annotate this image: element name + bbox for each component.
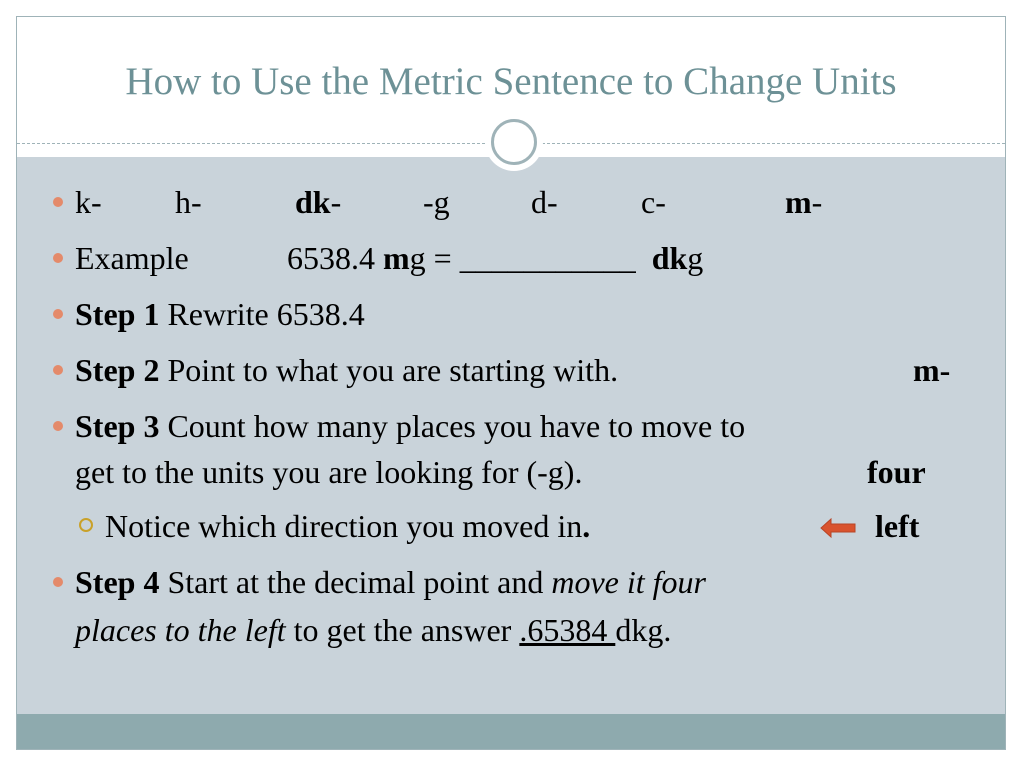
step4-row — [75, 563, 706, 601]
step4-italic-b: places to the left — [75, 612, 286, 648]
step3-answer: four — [867, 454, 926, 490]
example-unit-rest: g = — [409, 240, 460, 276]
step2-text: Point to what you are starting with. — [159, 352, 619, 388]
step3-sub-answer: left — [875, 508, 920, 544]
example-value: 6538.4 — [287, 240, 383, 276]
prefix-dk — [295, 183, 341, 221]
prefix-g: -g — [423, 184, 450, 220]
step3-row-2 — [75, 453, 975, 491]
step4-text-b: to get the answer — [285, 612, 520, 648]
slide-title: How to Use the Metric Sentence to Change Units — [125, 60, 897, 103]
step3-sub-period: . — [582, 508, 591, 544]
bullet-icon — [53, 253, 63, 263]
step4-answer: .65384 — [519, 612, 616, 648]
prefix-dk-dash: - — [330, 184, 342, 220]
prefix-m — [785, 183, 822, 221]
bullet-icon — [53, 365, 63, 375]
step2-row — [75, 351, 975, 389]
ring-inner — [491, 119, 537, 165]
bullet-icon — [53, 421, 63, 431]
step4-label: Step 4 — [75, 564, 160, 600]
step2-label: Step 2 — [75, 352, 160, 388]
prefix-h: h- — [175, 184, 202, 220]
example-row — [75, 239, 975, 277]
prefix-d: d- — [531, 184, 558, 220]
step4-row-2 — [75, 611, 671, 649]
prefix-row — [75, 183, 975, 221]
step1-row — [75, 295, 365, 333]
bullet-icon — [53, 577, 63, 587]
example-target-rest: g — [687, 240, 704, 276]
bullet-icon — [53, 309, 63, 319]
prefix-m-dash: - — [811, 184, 823, 220]
step4-text-a: Start at the decimal point and — [159, 564, 552, 600]
prefix-m-bold: m — [785, 184, 812, 220]
step1-text: Rewrite 6538.4 — [159, 296, 365, 332]
step3-sub-text: Notice which direction you moved in — [105, 508, 583, 544]
prefix-dk-bold: dk — [295, 184, 331, 220]
prefix-c: c- — [641, 184, 666, 220]
ring-ornament-icon — [485, 113, 543, 171]
step2-answer: m- — [913, 352, 951, 388]
example-expression — [287, 239, 703, 277]
example-target-bold: dk — [651, 240, 688, 276]
slide — [16, 16, 1006, 750]
step1-label: Step 1 — [75, 296, 160, 332]
step4-italic-a: move it four — [551, 564, 706, 600]
footer-band — [17, 714, 1005, 749]
step4-unit: dkg. — [615, 612, 672, 648]
example-label: Example — [75, 240, 189, 276]
step3-text-line1: Count how many places you have to move to — [159, 408, 746, 444]
left-arrow-icon — [819, 517, 857, 539]
example-blank: ___________ — [459, 240, 636, 276]
prefix-k: k- — [75, 184, 102, 220]
step3-row — [75, 407, 745, 445]
step2-content — [75, 351, 618, 389]
step3-text-line2: get to the units you are looking for (-g). — [75, 454, 583, 490]
bullet-icon — [53, 197, 63, 207]
example-unit-bold: m — [383, 240, 410, 276]
sub-bullet-icon — [79, 518, 93, 532]
step3-sub-row — [105, 507, 965, 545]
step3-label: Step 3 — [75, 408, 160, 444]
step3-sub-content — [105, 507, 590, 545]
